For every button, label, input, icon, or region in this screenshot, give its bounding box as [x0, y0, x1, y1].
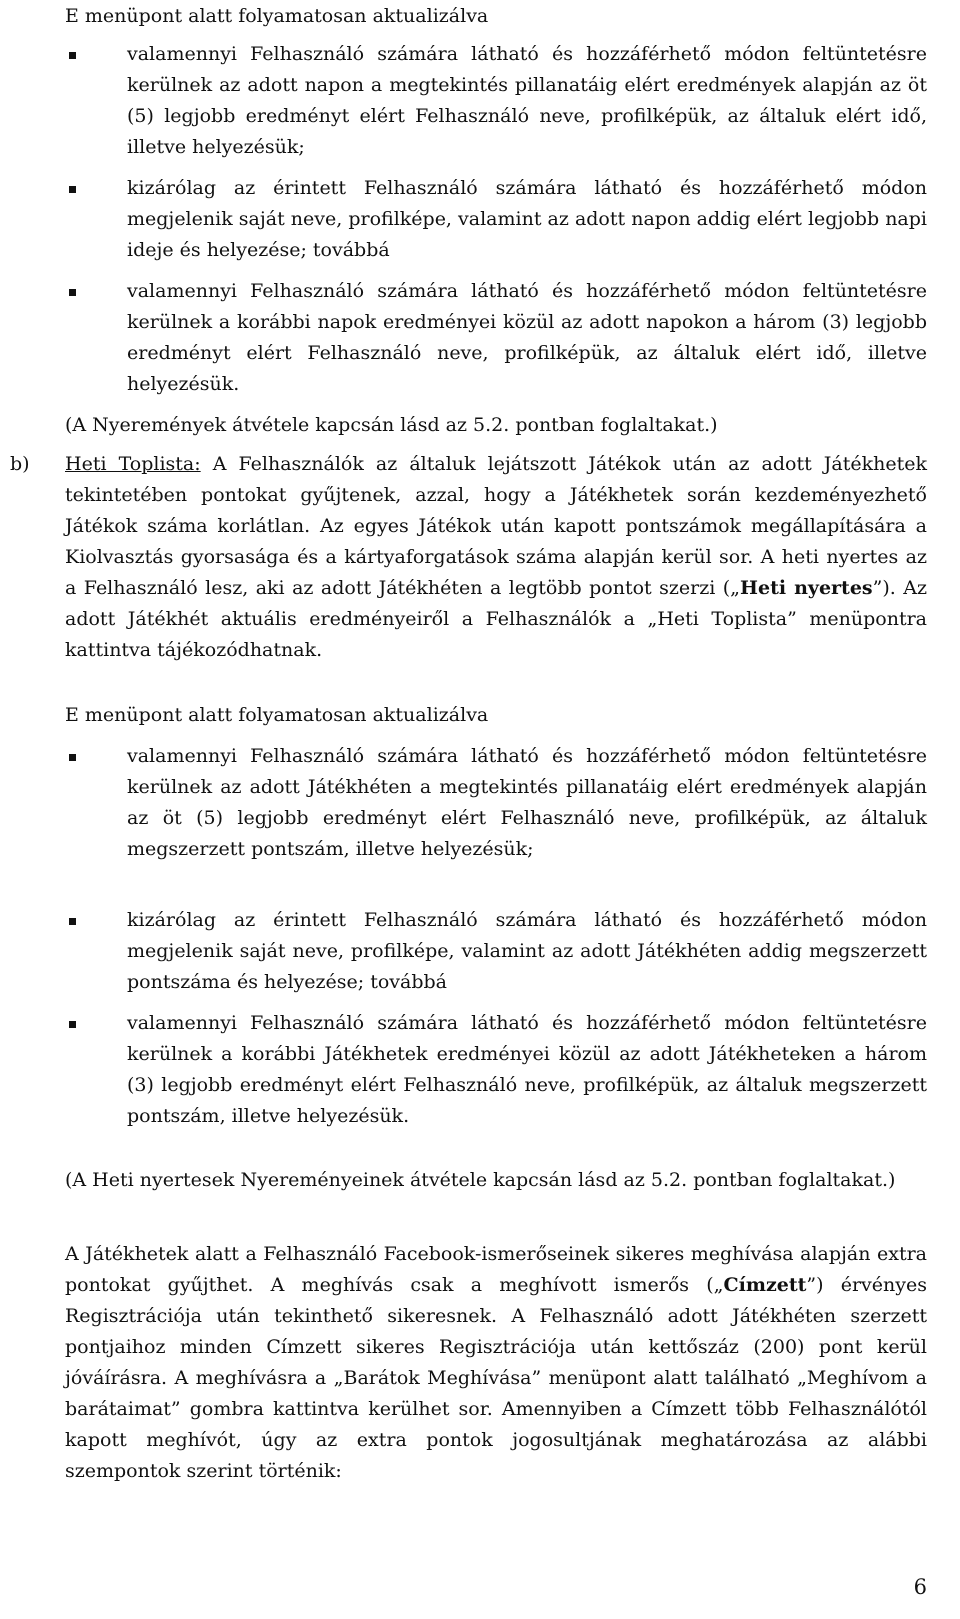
invite-text-1: A Játékhetek alatt a Felhasználó Facebook-ismerőseinek sikeres meghívása alapján extra pontokat gyűjthet. A meghívás csak a meghívott ismerős („	[65, 1243, 927, 1296]
section-b-heading: Heti Toplista:	[65, 453, 201, 475]
list-item-text: valamennyi Felhasználó számára látható és hozzáférhető módon feltüntetésre kerülnek az adott Játékhéten a megtekintés pillanatáig elért eredmények alapján az öt (5) legjobb eredményt elért Felhasználó neve, profilképük, az általuk megszerzett pontszám, illetve helyezésük;	[127, 745, 927, 860]
list-item	[127, 905, 927, 998]
square-bullet-icon	[69, 289, 76, 296]
list-item	[127, 1008, 927, 1132]
page-number: 6	[913, 1575, 927, 1599]
section-b-note: (A Heti nyertesek Nyereményeinek átvétele kapcsán lásd az 5.2. pontban foglaltakat.)	[65, 1169, 896, 1191]
section-b-body-2: ”). Az adott Játékhét aktuális eredményeiről a Felhasználók a „Heti Toplista” menüpontra kattintva tájékozódhatnak.	[65, 577, 927, 661]
section-a-note: (A Nyeremények átvétele kapcsán lásd az 5.2. pontban foglaltakat.)	[65, 414, 718, 436]
invite-paragraph	[65, 1239, 927, 1487]
list-item	[127, 39, 927, 163]
list-item	[127, 741, 927, 865]
square-bullet-icon	[69, 186, 76, 193]
list-item-text: kizárólag az érintett Felhasználó számára látható és hozzáférhető módon megjelenik saját neve, profilképe, valamint az adott Játékhéten addig megszerzett pontszáma és helyezése; továbbá	[127, 909, 927, 993]
invite-text-2: ”) érvényes Regisztrációja után tekinthető sikeresnek. A Felhasználó adott Játékhéten szerzett pontjaihoz minden Címzett sikeres Regisztrációja után kettőszáz (200) pont kerül jóváírásra. A meghívásra a „Barátok Meghívása” menüpont alatt található „Meghívom a barátaimat” gombra kattintva kerülhet sor. Amennyiben a Címzett több Felhasználótól kapott meghívót, úgy az extra pontok jogosultjának meghatározása az alábbi szempontok szerint történik:	[65, 1274, 927, 1482]
cimzett-term: Címzett	[723, 1274, 807, 1296]
section-b-intro: E menüpont alatt folyamatosan aktualizálva	[65, 704, 489, 726]
list-item-text: kizárólag az érintett Felhasználó számára látható és hozzáférhető módon megjelenik saját neve, profilképe, valamint az adott napon addig elért legjobb napi ideje és helyezése; továbbá	[127, 177, 927, 261]
square-bullet-icon	[69, 1021, 76, 1028]
square-bullet-icon	[69, 918, 76, 925]
section-b-label: b)	[10, 453, 30, 475]
list-item-text: valamennyi Felhasználó számára látható és hozzáférhető módon feltüntetésre kerülnek a korábbi Játékhetek eredményei közül az adott Játékheteken a három (3) legjobb eredményt elért Felhasználó neve, profilképük, az általuk megszerzett pontszám, illetve helyezésük.	[127, 1012, 927, 1127]
section-a-intro: E menüpont alatt folyamatosan aktualizálva	[65, 5, 489, 27]
square-bullet-icon	[69, 754, 76, 761]
list-item	[127, 173, 927, 266]
section-b-paragraph	[65, 449, 927, 666]
list-item	[127, 276, 927, 400]
heti-nyertes-term: Heti nyertes	[740, 577, 873, 599]
square-bullet-icon	[69, 52, 76, 59]
list-item-text: valamennyi Felhasználó számára látható és hozzáférhető módon feltüntetésre kerülnek az adott napon a megtekintés pillanatáig elért eredmények alapján az öt (5) legjobb eredményt elért Felhasználó neve, profilképük, az általuk elért idő, illetve helyezésük;	[127, 43, 927, 158]
list-item-text: valamennyi Felhasználó számára látható és hozzáférhető módon feltüntetésre kerülnek a korábbi napok eredményei közül az adott napokon a három (3) legjobb eredményt elért Felhasználó neve, profilképük, az általuk elért idő, illetve helyezésük.	[127, 280, 927, 395]
section-b-body-1: A Felhasználók az általuk lejátszott Játékok után az adott Játékhetek tekintetében pontokat gyűjtenek, azzal, hogy a Játékhetek során kezdeményezhető Játékok száma korlátlan. Az egyes Játékok után kapott pontszámok megállapítására a Kiolvasztás gyorsasága és a kártyaforgatások száma alapján kerül sor. A heti nyertes az a Felhasználó lesz, aki az adott Játékhéten a legtöbb pontot szerzi („	[65, 453, 927, 599]
